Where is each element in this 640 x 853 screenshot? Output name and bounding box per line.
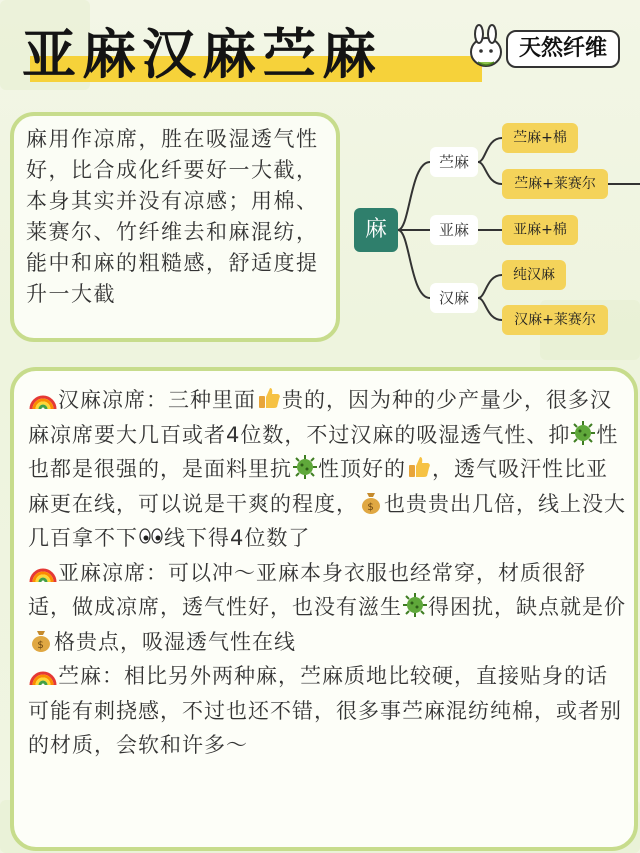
leaf-zhuma-cotton: 苎麻+棉 xyxy=(502,123,578,153)
money-bag-icon xyxy=(28,627,54,653)
branch-yama: 亚麻 xyxy=(430,215,478,245)
eyes-icon xyxy=(138,523,164,549)
p1-seg5: 也贵贵出几倍，线上没大几百拿不下 xyxy=(28,491,626,550)
svg-text:$: $ xyxy=(37,639,45,651)
badge-label: 天然纤维 xyxy=(506,30,620,68)
mind-map-root: 麻 xyxy=(354,208,398,252)
paragraph-hanma xyxy=(28,383,628,556)
p1-seg4: ，透气吸汗性比亚麻更在线，可以说是干爽的程度， xyxy=(28,457,608,516)
page-title: 亚麻汉麻苎麻 xyxy=(22,23,382,86)
rainbow-icon xyxy=(28,663,58,687)
money-bag-icon xyxy=(358,489,384,515)
p3-seg0: 苎麻：相比另外两种麻，苎麻质地比较硬，直接贴身的话可能有刺挠感，不过也还不错，很多事苎麻混纺纯棉，或者别的材质，会软和许多～ xyxy=(28,664,622,757)
paragraph-yama xyxy=(28,556,628,660)
leaf-pure-hanma: 纯汉麻 xyxy=(502,260,566,290)
branch-hanma: 汉麻 xyxy=(430,283,478,313)
p2-seg2: 格贵点，吸湿透气性在线 xyxy=(54,629,296,654)
mascot-icon xyxy=(466,24,506,68)
mind-map xyxy=(340,118,640,348)
badge xyxy=(466,22,626,72)
details-text xyxy=(28,383,628,763)
intro-text: 麻用作凉席，胜在吸湿透气性好，比合成化纤要好一大截，本身其实并没有凉感；用棉、莱赛尔、竹纤维去和麻混纺，能中和麻的粗糙感，舒适度提升一大截 xyxy=(26,127,319,306)
thumbs-up-icon xyxy=(406,454,432,480)
thumbs-up-icon xyxy=(256,385,282,411)
p1-seg0: 汉麻凉席：三种里面 xyxy=(58,388,256,412)
p1-seg6: 线下得4位数了 xyxy=(164,526,311,550)
title-block xyxy=(22,22,482,88)
rainbow-icon xyxy=(28,560,58,584)
leaf-yama-cotton: 亚麻+棉 xyxy=(502,215,578,245)
paragraph-zhuma xyxy=(28,659,628,763)
p1-seg1: 贵的，因为种的少产量少，很多汉麻凉席要大几百或者4位数，不过汉麻的吸湿透气性、抑 xyxy=(28,388,612,447)
virus-icon xyxy=(402,592,428,618)
virus-icon xyxy=(292,454,318,480)
rainbow-icon xyxy=(28,387,58,411)
p2-seg1: 得困扰，缺点就是价 xyxy=(428,595,626,619)
details-card xyxy=(10,367,638,851)
leaf-hanma-lyocell: 汉麻+莱赛尔 xyxy=(502,305,608,335)
p1-seg2: 性也都是很强的，是面料里抗 xyxy=(28,422,619,481)
p1-seg3: 性顶好的 xyxy=(318,457,406,481)
leaf-zhuma-lyocell: 苎麻+莱赛尔 xyxy=(502,169,608,199)
intro-card xyxy=(10,112,340,342)
branch-zhuma: 苎麻 xyxy=(430,147,478,177)
svg-text:$: $ xyxy=(367,501,375,513)
virus-icon xyxy=(570,420,596,446)
p2-seg0: 亚麻凉席：可以冲～亚麻本身衣服也经常穿，材质很舒适，做成凉席，透气性好，也没有滋生 xyxy=(28,560,586,619)
